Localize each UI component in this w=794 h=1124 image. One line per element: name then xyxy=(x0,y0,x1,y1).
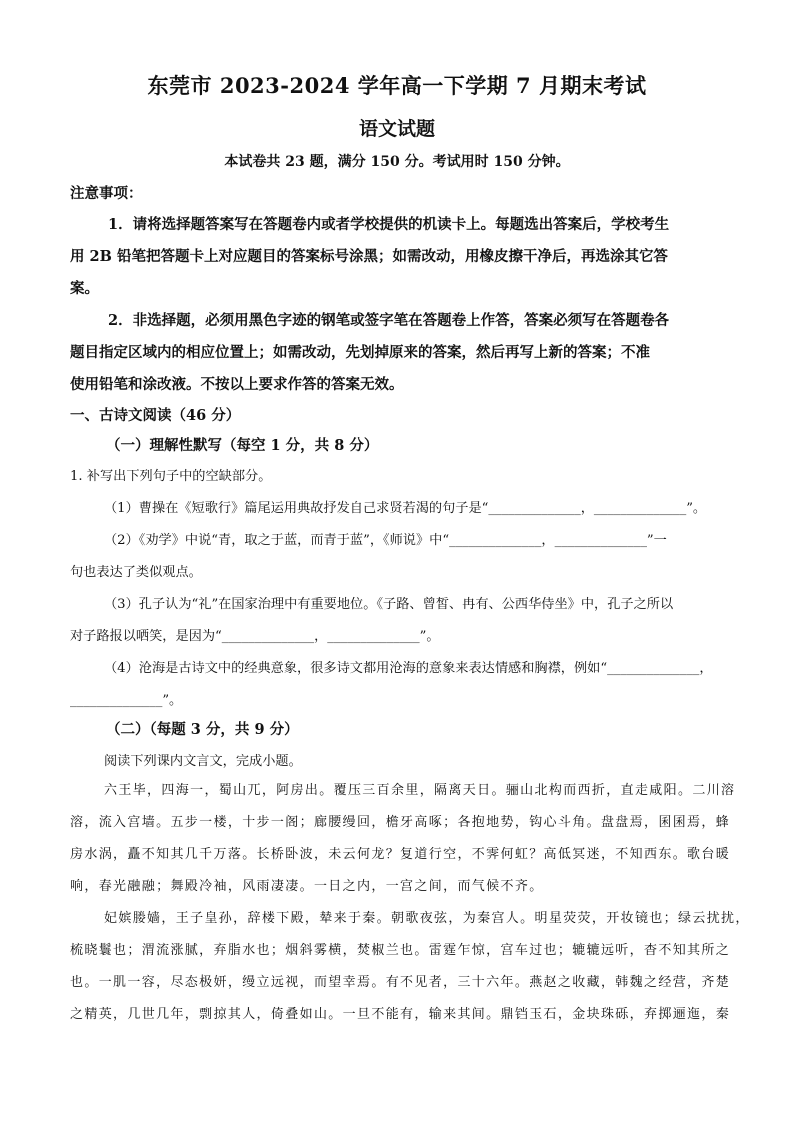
question1-sub3-line2: 对子路报以哂笑，是因为“______________，______________”。 xyxy=(70,629,440,644)
section1-heading: 一、古诗文阅读（46 分） xyxy=(70,407,241,424)
question1-sub3-line1: （3）孔子认为“礼”在国家治理中有重要地位。《子路、曾皙、冉有、公西华侍坐》中，孔子之所以 xyxy=(104,597,674,612)
passage-p1-line2: 溶，流入宫墙。五步一楼，十步一阁；廊腰缦回，檐牙高啄；各抱地势，钩心斗角。盘盘焉，囷囷焉，蜂 xyxy=(70,815,731,830)
part2-intro: 阅读下列课内文言文，完成小题。 xyxy=(104,754,302,769)
notice-heading: 注意事项： xyxy=(70,185,143,202)
question1-sub4-line1: （4）沧海是古诗文中的经典意象，很多诗文都用沧海的意象来表达情感和胸襟，例如“______________， xyxy=(104,661,713,676)
notice-item2-line2: 题目指定区域内的相应位置上；如需改动，先划掉原来的答案，然后再写上新的答案；不准 xyxy=(70,344,650,361)
notice-item1-line3: 案。 xyxy=(70,280,99,297)
part1-heading: （一）理解性默写（每空 1 分，共 8 分） xyxy=(106,437,379,454)
passage-p2-line4: 之精英，几世几年，剽掠其人，倚叠如山。一旦不能有，输来其间。鼎铛玉石，金块珠砾，弃掷逦迤，秦 xyxy=(70,1007,731,1022)
exam-info: 本试卷共 23 题，满分 150 分。考试用时 150 分钟。 xyxy=(224,154,570,170)
passage-p1-line3: 房水涡，矗不知其几千万落。长桥卧波，未云何龙？复道行空，不霁何虹？高低冥迷，不知西东。歌台暖 xyxy=(70,847,731,862)
question1-sub2-line1: （2）《劝学》中说“青，取之于蓝，而青于蓝”，《师说》中“______________，______________”一 xyxy=(104,533,667,548)
question1-stem: 1. 补写出下列句子中的空缺部分。 xyxy=(70,469,272,484)
exam-subtitle: 语文试题 xyxy=(358,118,435,140)
notice-item2-line3: 使用铅笔和涂改液。不按以上要求作答的答案无效。 xyxy=(70,376,404,393)
question1-sub2-line2: 句也表达了类似观点。 xyxy=(70,565,202,580)
exam-title: 东莞市 2023-2024 学年高一下学期 7 月期末考试 xyxy=(147,73,647,98)
notice-item1-line2: 用 2B 铅笔把答题卡上对应题目的答案标号涂黑；如需改动，用橡皮擦干净后，再选涂其它答 xyxy=(70,248,668,265)
notice-item2-line1: 2．非选择题，必须用黑色字迹的钢笔或签字笔在答题卷上作答，答案必须写在答题卷各 xyxy=(108,312,670,329)
part2-heading: （二）（每题 3 分，共 9 分） xyxy=(106,721,299,738)
question1-sub4-line2: ______________”。 xyxy=(70,693,183,708)
passage-p2-line1: 妃嫔媵嫱，王子皇孙，辞楼下殿，辇来于秦。朝歌夜弦，为秦宫人。明星荧荧，开妆镜也；绿云扰扰， xyxy=(104,911,750,926)
passage-p2-line2: 梳晓鬟也；渭流涨腻，弃脂水也；烟斜雾横，焚椒兰也。雷霆乍惊，宫车过也；辘辘远听，杳不知其所之 xyxy=(70,943,731,958)
passage-p1-line1: 六王毕，四海一，蜀山兀，阿房出。覆压三百余里，隔离天日。骊山北构而西折，直走咸阳。二川溶 xyxy=(104,783,736,798)
notice-item1-line1: 1．请将选择题答案写在答题卷内或者学校提供的机读卡上。每题选出答案后，学校考生 xyxy=(108,216,670,233)
passage-p1-line4: 响，春光融融；舞殿冷袖，风雨凄凄。一日之内，一宫之间，而气候不齐。 xyxy=(70,879,544,894)
passage-p2-line3: 也。一肌一容，尽态极妍，缦立远视，而望幸焉。有不见者，三十六年。燕赵之收藏，韩魏之经营，齐楚 xyxy=(70,975,731,990)
question1-sub1: （1）曹操在《短歌行》篇尾运用典故抒发自己求贤若渴的句子是“______________，______________”。 xyxy=(104,501,707,516)
